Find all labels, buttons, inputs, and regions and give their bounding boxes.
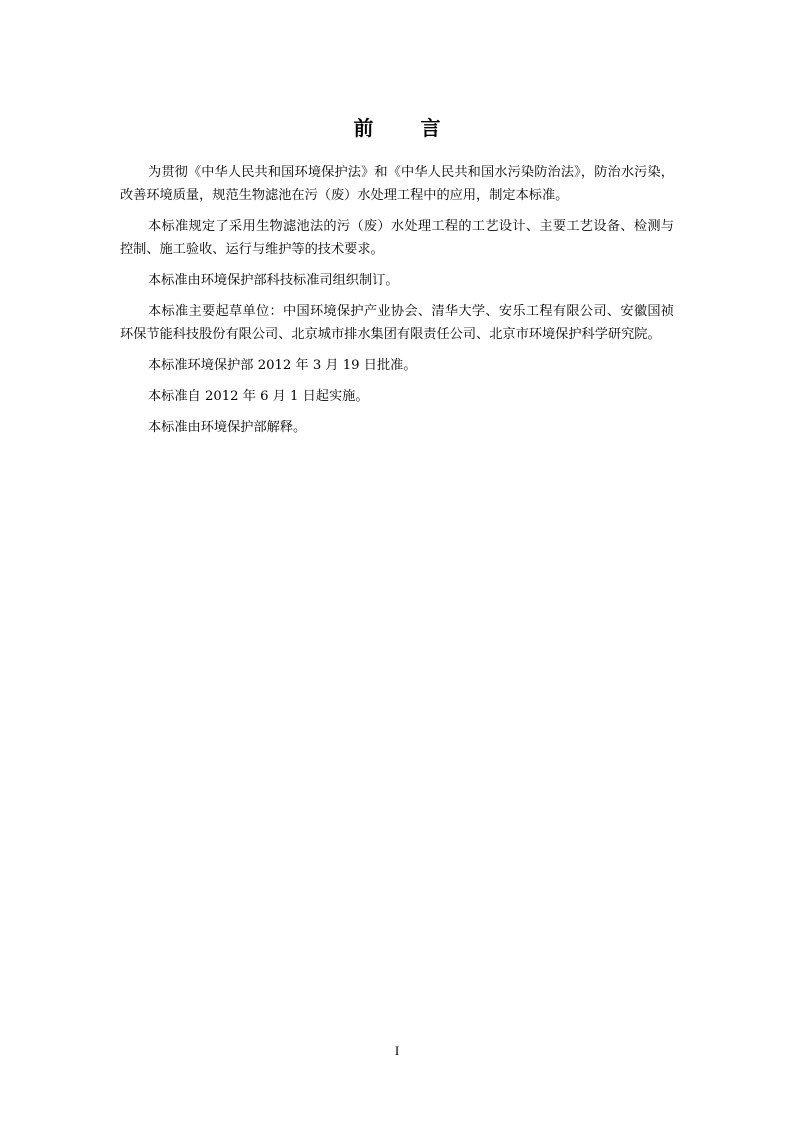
paragraph-organizer: 本标准由环境保护部科技标准司组织制订。 (148, 273, 399, 288)
paragraph-interpretation: 本标准由环境保护部解释。 (148, 420, 307, 435)
paragraph-drafters: 本标准主要起草单位：中国环境保护产业协会、清华大学、安乐工程有限公司、安徽国祯环保节能科技股份有限公司、北京城市排水集团有限责任公司、北京市环境保护科学研究院。 (120, 304, 674, 342)
paragraph-effective: 本标准自 2012 年 6 月 1 日起实施。 (148, 389, 369, 404)
paragraph-scope: 本标准规定了采用生物滤池法的污（废）水处理工程的工艺设计、主要工艺设备、检测与控制、施工验收、运行与维护等的技术要求。 (120, 219, 674, 257)
foreword-body (120, 161, 674, 447)
page-number: I (394, 1043, 400, 1058)
paragraph-approval: 本标准环境保护部 2012 年 3 月 19 日批准。 (148, 358, 417, 373)
paragraph-purpose: 为贯彻《中华人民共和国环境保护法》和《中华人民共和国水污染防治法》，防治水污染，改善环境质量，规范生物滤池在污（废）水处理工程中的应用，制定本标准。 (120, 165, 674, 203)
page-title: 前 言 (353, 116, 461, 140)
